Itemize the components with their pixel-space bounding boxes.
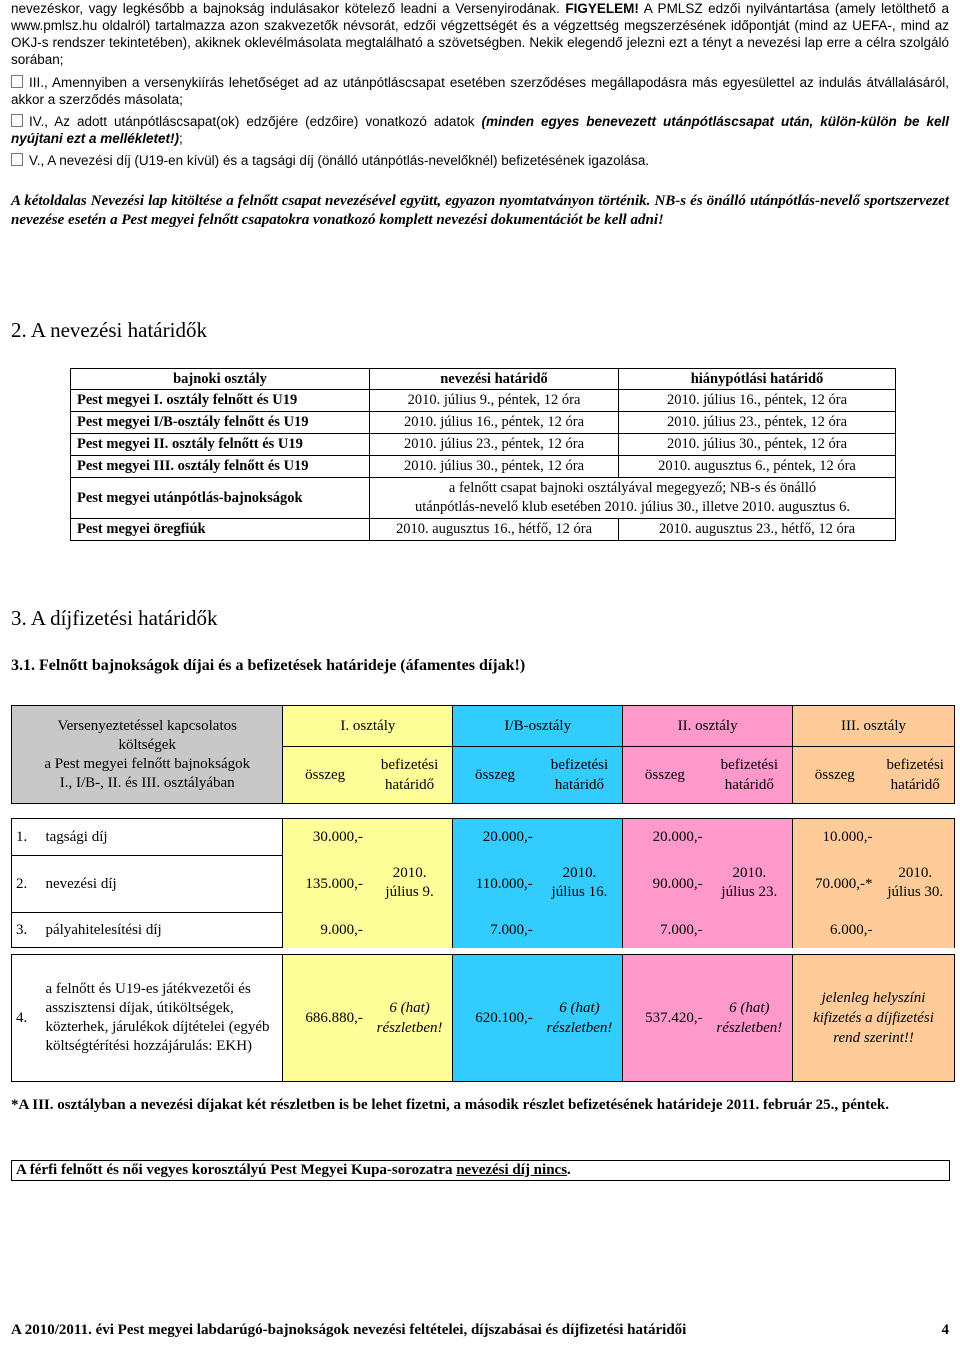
corner-line-1: Versenyeztetéssel kapcsolatos <box>57 717 237 734</box>
class-header-1: I. osztály <box>283 706 453 747</box>
class-cell: Pest megyei III. osztály felnőtt és U19 <box>71 456 370 478</box>
class-cell: Pest megyei I/B-osztály felnőtt és U19 <box>71 412 370 434</box>
due-header-line-1: befizetési <box>380 757 439 773</box>
intro-line1: nevezéskor, vagy legkésőbb a bajnokság indulásakor kötelező leadni a Versenyirodának. <box>11 1 560 16</box>
entry-deadline-cell: 2010. július 23., péntek, 12 óra <box>370 434 619 456</box>
corner-line-3: a Pest megyei felnőtt bajnokságok <box>44 755 251 772</box>
cup-notice-highlight: nevezési díj nincs <box>456 1162 568 1178</box>
row-label: nevezési díj <box>41 856 282 913</box>
due-cell <box>537 819 623 948</box>
entry-deadline-cell: 2010. július 16., péntek, 12 óra <box>370 412 619 434</box>
checkbox-icon <box>11 75 23 88</box>
table-row <box>71 456 896 478</box>
due-header <box>367 747 453 804</box>
class-cell: Pest megyei utánpótlás-bajnokságok <box>71 478 370 519</box>
class-cell: Pest megyei öregfiúk <box>71 519 370 541</box>
due-year: 2010. <box>562 865 597 882</box>
amount-header: összeg <box>283 747 367 804</box>
item-3 <box>11 74 949 108</box>
warning-label: FIGYELEM! <box>565 1 639 16</box>
installment-line-2: részletben! <box>376 1020 443 1036</box>
amount-header: összeg <box>453 747 537 804</box>
row-number: 3. <box>12 913 42 948</box>
class-header-2: I/B-osztály <box>453 706 623 747</box>
spacer <box>12 948 955 955</box>
row-label: pályahitelesítési díj <box>41 913 282 948</box>
due-cell <box>707 819 793 948</box>
spacer <box>12 804 955 819</box>
notice-paragraph: A kétoldalas Nevezési lap kitöltése a felnőtt csapat nevezésével együtt, egyazon nyomtatványon történik. NB-s és önálló utánpótlás-nevelő sportszervezet nevezése esetén a Pest megyei felnőtt csapatokra vonatkozó komplett nevezési dokumentációt be kell adni! <box>11 193 949 228</box>
cup-notice-end: . <box>567 1162 571 1178</box>
installment-line-2: részletben! <box>546 1020 613 1036</box>
missing-deadline-cell: 2010. augusztus 6., péntek, 12 óra <box>619 456 896 478</box>
class-header-3: II. osztály <box>623 706 793 747</box>
entry-deadline-cell: 2010. július 9., péntek, 12 óra <box>370 390 619 412</box>
fees-table <box>11 705 955 1082</box>
table-row <box>71 390 896 412</box>
due-header-line-2: határidő <box>890 777 940 793</box>
intro-block <box>11 0 949 230</box>
intro-line1-tail: A PMLSZ edzői nyilvántartása (amely <box>643 1 876 16</box>
amount-cell: 20.000,- <box>453 819 537 856</box>
amount-cell: 9.000,- <box>283 913 367 948</box>
due-header-line-2: határidő <box>385 777 435 793</box>
class-cell: Pest megyei I. osztály felnőtt és U19 <box>71 390 370 412</box>
amount-cell: 30.000,- <box>283 819 367 856</box>
missing-deadline-cell: 2010. július 30., péntek, 12 óra <box>619 434 896 456</box>
item-4-text: IV., Az adott utánpótláscsapat(ok) edzőjére (edzőire) vonatkozó adatok <box>29 114 475 129</box>
due-year: 2010. <box>732 865 767 882</box>
class-header-4: III. osztály <box>793 706 955 747</box>
onsite-line-3: rend szerint!! <box>833 1030 914 1046</box>
missing-deadline-cell: 2010. augusztus 23., hétfő, 12 óra <box>619 519 896 541</box>
onsite-line-1: jelenleg helyszíni <box>821 990 926 1006</box>
amount-header: összeg <box>623 747 707 804</box>
row-label: tagsági díj <box>41 819 282 856</box>
checkbox-icon <box>11 114 23 127</box>
table-row <box>71 434 896 456</box>
due-header <box>707 747 793 804</box>
amount-cell: 20.000,- <box>623 819 707 856</box>
due-year: 2010. <box>392 865 427 882</box>
item-5-text: V., A nevezési díj (U19-en kívül) és a tagsági díj (önálló utánpótlás-nevelőknél) befizetésének igazolása. <box>29 153 650 168</box>
due-cell <box>367 819 453 948</box>
due-header <box>537 747 623 804</box>
table-row <box>71 519 896 541</box>
item-4-note: (minden egyes benevezett utánpótláscsapat után, külön-külön be kell nyújtani ezt a mellékletet!) <box>11 114 949 146</box>
class-cell: Pest megyei II. osztály felnőtt és U19 <box>71 434 370 456</box>
due-header-line-2: határidő <box>724 777 774 793</box>
youth-line-2: utánpótlás-nevelő klub esetében 2010. július 30., illetve 2010. augusztus 6. <box>415 499 850 515</box>
amount-cell: 6.000,- <box>793 913 877 948</box>
table-row <box>71 478 896 519</box>
amount-cell: 135.000,- <box>283 856 367 913</box>
header-entry-deadline: nevezési határidő <box>370 369 619 390</box>
footnote: *A III. osztályban a nevezési díjakat két részletben is be lehet fizetni, a második részlet befizetésének határideje 2011. február 25., péntek. <box>11 1097 889 1113</box>
installment-cell <box>367 955 453 1082</box>
installment-line-1: 6 (hat) <box>729 1000 770 1016</box>
fee-row <box>12 856 955 913</box>
header-missing-deadline: hiánypótlási határidő <box>619 369 896 390</box>
amount-header: összeg <box>793 747 877 804</box>
amount-cell: 70.000,-* <box>793 856 877 913</box>
item-5 <box>11 152 949 169</box>
installment-line-1: 6 (hat) <box>389 1000 430 1016</box>
section-3-title: 3. A díjfizetési határidők <box>11 606 218 630</box>
footer-text: A 2010/2011. évi Pest megyei labdarúgó-bajnokságok nevezési feltételei, díjszabásai és díjfizetési határidői <box>11 1322 687 1338</box>
cup-notice-box <box>11 1160 950 1181</box>
due-date: július 16. <box>551 884 608 901</box>
spacer-row <box>12 948 955 955</box>
due-cell <box>876 819 954 948</box>
item-4-end: ; <box>179 131 183 146</box>
missing-deadline-cell: 2010. július 23., péntek, 12 óra <box>619 412 896 434</box>
due-header <box>876 747 954 804</box>
section-2-title: 2. A nevezési határidők <box>11 318 207 342</box>
fee-row <box>12 913 955 948</box>
item-3-text: III., Amennyiben a versenykiírás lehetőséget ad az utánpótláscsapat esetében szerződéses megállapodásra más egyesülettel az indulás átvállalásáról, akkor a szerződés másolata; <box>11 75 949 107</box>
table-row <box>71 412 896 434</box>
row-number: 4. <box>12 955 42 1082</box>
amount-cell: 10.000,- <box>793 819 877 856</box>
amount-cell: 110.000,- <box>453 856 537 913</box>
item-4 <box>11 113 949 147</box>
page-number: 4 <box>941 1322 949 1338</box>
row-label: a felnőtt és U19-es játékvezetői és asszisztensi díjak, útiköltségek, közterhek, járulékok díjtételei (egyéb költségtérítési hozzájárulás: EKH) <box>41 955 282 1082</box>
fee-row <box>12 819 955 856</box>
installment-line-1: 6 (hat) <box>559 1000 600 1016</box>
youth-deadline-cell <box>370 478 896 519</box>
installment-cell <box>537 955 623 1082</box>
deadlines-table <box>70 368 896 541</box>
due-year: 2010. <box>898 865 933 882</box>
fees-corner-header <box>12 706 283 804</box>
missing-deadline-cell: 2010. július 16., péntek, 12 óra <box>619 390 896 412</box>
due-header-line-1: befizetési <box>886 757 944 773</box>
amount-cell: 620.100,- <box>453 955 537 1082</box>
installment-line-2: részletben! <box>716 1020 783 1036</box>
amount-cell: 90.000,- <box>623 856 707 913</box>
due-header-line-1: befizetési <box>720 757 779 773</box>
cup-notice-text: A férfi felnőtt és női vegyes korosztályú Pest Megyei Kupa-sorozatra <box>16 1162 453 1178</box>
due-header-line-2: határidő <box>554 777 605 793</box>
entry-deadline-cell: 2010. augusztus 16., hétfő, 12 óra <box>370 519 619 541</box>
amount-cell: 686.880,- <box>283 955 367 1082</box>
checkbox-icon <box>11 153 23 166</box>
due-date: július 23. <box>721 884 778 901</box>
corner-line-2: költségek <box>118 736 176 753</box>
intro-paragraph <box>11 0 949 68</box>
intro-rest: letölthető a www.pmlsz.hu oldalról) tartalmazza azon szakvezetők névsorát, edzői végzettségét és a végzettség megszerzésének időpontját (mind az UEFA-, mind az OKJ-s rendszer tekintetében), akiknek oklevélmásolata megtalálható a szövetségben. Nekik elegendő jelezni ezt a tényt a nevezési lap erre a célra szolgáló sorában; <box>11 1 949 67</box>
header-class: bajnoki osztály <box>71 369 370 390</box>
table-header-row <box>71 369 896 390</box>
page-footer <box>11 1322 949 1339</box>
amount-cell: 7.000,- <box>453 913 537 948</box>
fee-row <box>12 955 955 1082</box>
onsite-payment-cell <box>793 955 955 1082</box>
due-date: július 30. <box>887 884 944 901</box>
corner-line-4: I., I/B-, II. és III. osztályában <box>59 774 235 791</box>
amount-cell: 537.420,- <box>623 955 707 1082</box>
entry-deadline-cell: 2010. július 30., péntek, 12 óra <box>370 456 619 478</box>
section-3-1-title: 3.1. Felnőtt bajnokságok díjai és a befizetések határideje (áfamentes díjak!) <box>11 657 526 674</box>
spacer-row <box>12 804 955 819</box>
due-date: július 9. <box>385 884 434 901</box>
due-header-line-1: befizetési <box>550 757 609 773</box>
fees-header-row <box>12 706 955 747</box>
installment-cell <box>707 955 793 1082</box>
amount-cell: 7.000,- <box>623 913 707 948</box>
row-number: 2. <box>12 856 42 913</box>
youth-line-1: a felnőtt csapat bajnoki osztályával megegyező; NB-s és önálló <box>448 480 817 496</box>
row-number: 1. <box>12 819 42 856</box>
onsite-line-2: kifizetés a díjfizetési <box>813 1010 934 1026</box>
